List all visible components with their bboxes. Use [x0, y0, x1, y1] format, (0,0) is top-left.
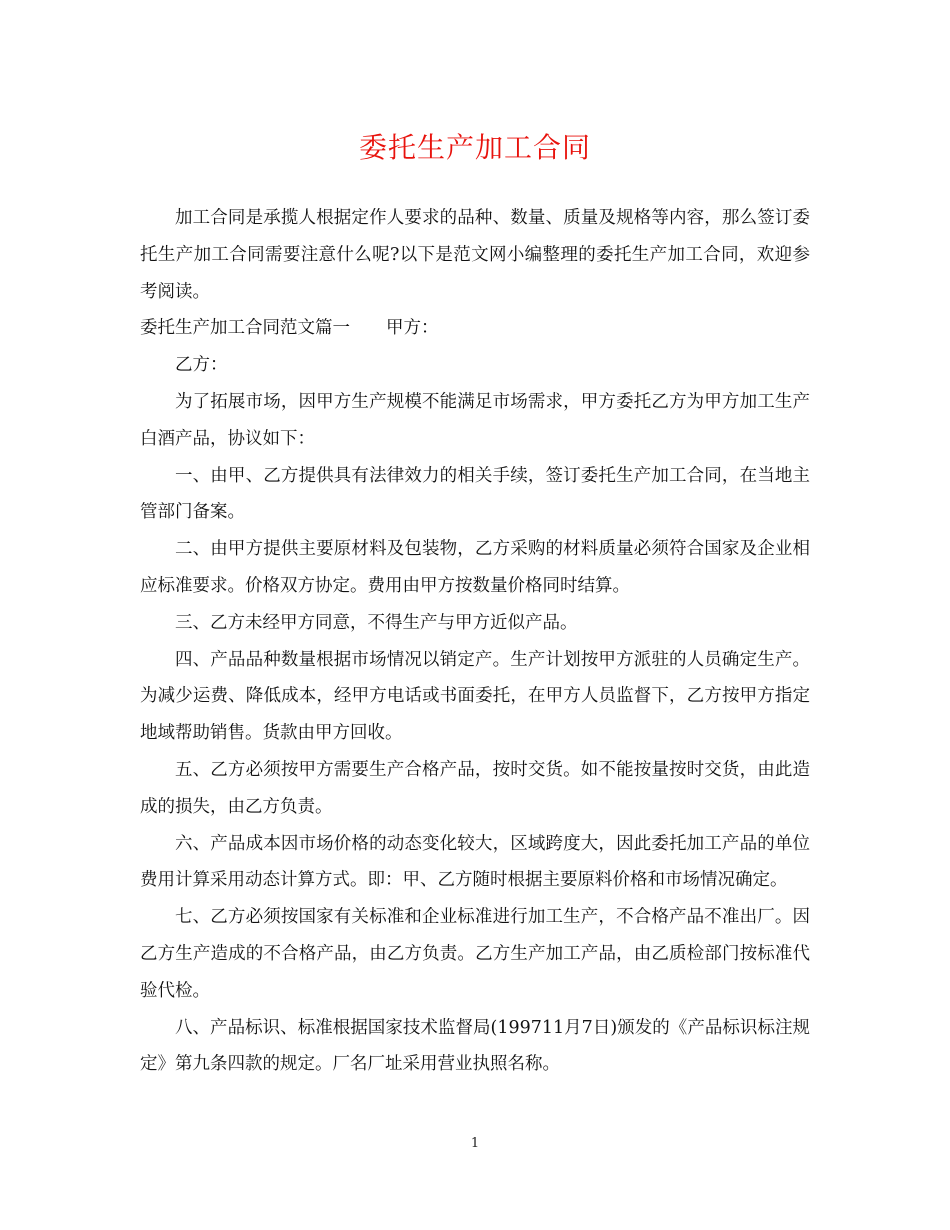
clause-1: 一、由甲、乙方提供具有法律效力的相关手续，签订委托生产加工合同，在当地主管部门备案。: [140, 465, 810, 523]
section-heading: 委托生产加工合同范文篇一: [140, 318, 350, 339]
clause-6: 六、产品成本因市场价格的动态变化较大，区域跨度大，因此委托加工产品的单位费用计算采用动态计算方式。即：甲、乙方随时根据主要原料价格和市场情况确定。: [140, 833, 810, 891]
party-a-label: 甲方：: [386, 318, 439, 339]
document-title: 委托生产加工合同: [358, 131, 591, 164]
clause-4: 四、产品品种数量根据市场情况以销定产。生产计划按甲方派驻的人员确定生产。为减少运费、降低成本，经甲方电话或书面委托，在甲方人员监督下，乙方按甲方指定地域帮助销售。货款由甲方回收。: [140, 649, 810, 744]
clause-5: 五、乙方必须按甲方需要生产合格产品，按时交货。如不能按量按时交货，由此造成的损失，由乙方负责。: [140, 759, 810, 817]
clause-8: 八、产品标识、标准根据国家技术监督局(199711月7日)颁发的《产品标识标注规定》第九条四款的规定。厂名厂址采用营业执照名称。: [140, 1017, 810, 1075]
document-body: [140, 200, 810, 1083]
preamble-paragraph: 为了拓展市场，因甲方生产规模不能满足市场需求，甲方委托乙方为甲方加工生产白酒产品，协议如下：: [140, 391, 810, 449]
party-b-label: 乙方：: [175, 355, 228, 376]
clause-7: 七、乙方必须按国家有关标准和企业标准进行加工生产，不合格产品不准出厂。因乙方生产造成的不合格产品，由乙方负责。乙方生产加工产品，由乙质检部门按标准代验代检。: [140, 907, 810, 1001]
clause-3: 三、乙方未经甲方同意，不得生产与甲方近似产品。: [175, 612, 578, 633]
intro-paragraph: 加工合同是承揽人根据定作人要求的品种、数量、质量及规格等内容，那么签订委托生产加工合同需要注意什么呢?以下是范文网小编整理的委托生产加工合同，欢迎参考阅读。: [140, 208, 810, 302]
section-heading-line: [140, 310, 810, 347]
clause-2: 二、由甲方提供主要原材料及包装物，乙方采购的材料质量必须符合国家及企业相应标准要求。价格双方协定。费用由甲方按数量价格同时结算。: [140, 539, 810, 596]
page-number: 1: [470, 1136, 480, 1151]
